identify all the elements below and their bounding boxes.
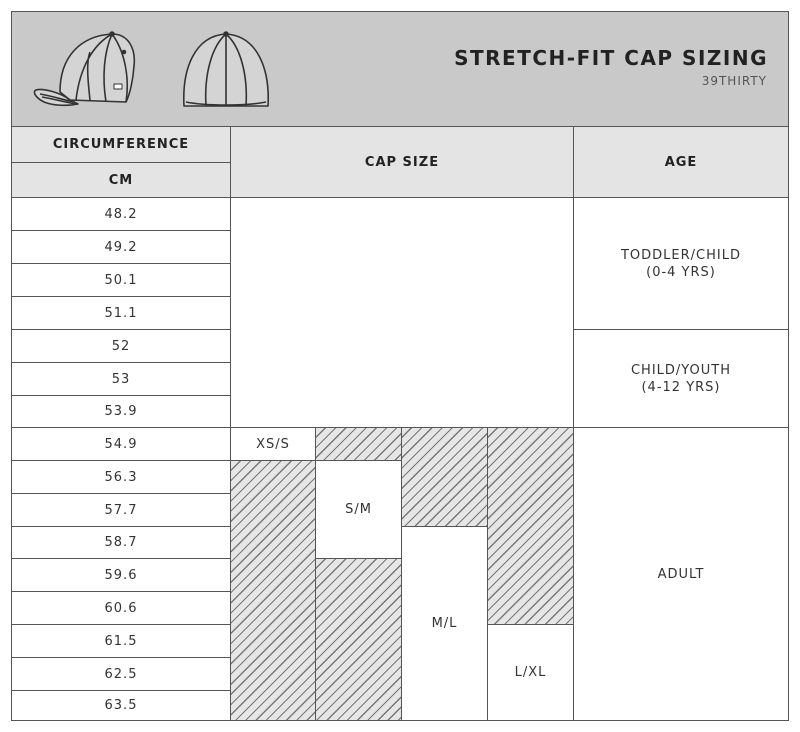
circumference-cell: 53	[12, 363, 231, 396]
circumference-cell: 48.2	[12, 198, 231, 231]
hatched-area	[316, 428, 402, 461]
circumference-cell: 53.9	[12, 396, 231, 428]
cap-side-view-icon	[30, 22, 140, 116]
age-label: CHILD/YOUTH (4-12 YRS)	[630, 362, 731, 395]
circumference-cell: 59.6	[12, 559, 231, 592]
chart-header	[12, 12, 788, 127]
circumference-cell: 62.5	[12, 658, 231, 691]
chart-subtitle: 39THIRTY	[701, 74, 767, 88]
cap-back-view-icon	[176, 22, 276, 116]
header-cap-size: CAP SIZE	[231, 127, 574, 198]
age-label: TODDLER/CHILD (0-4 YRS)	[620, 247, 741, 280]
sizing-chart	[11, 11, 789, 721]
circumference-cell: 63.5	[12, 691, 231, 720]
hatched-area	[316, 559, 402, 720]
header-age: AGE	[574, 127, 788, 198]
hatched-area	[488, 428, 574, 625]
circumference-cell: 58.7	[12, 527, 231, 559]
circumference-cell: 56.3	[12, 461, 231, 494]
cap-size-l-xl: L/XL	[488, 625, 574, 720]
circumference-cell: 49.2	[12, 231, 231, 264]
header-circumference: CIRCUMFERENCE	[12, 127, 231, 163]
circumference-cell: 57.7	[12, 494, 231, 527]
circumference-cell: 61.5	[12, 625, 231, 658]
circumference-cell: 60.6	[12, 592, 231, 625]
age-child-youth	[574, 330, 788, 428]
age-toddler-child	[574, 198, 788, 330]
hatched-area	[231, 461, 316, 720]
header-unit-cm: CM	[12, 163, 231, 198]
age-adult: ADULT	[574, 428, 788, 720]
circumference-cell: 54.9	[12, 428, 231, 461]
circumference-cell: 51.1	[12, 297, 231, 330]
circumference-cell: 52	[12, 330, 231, 363]
cap-size-xs-s: XS/S	[231, 428, 316, 461]
cap-size-empty-area	[231, 198, 574, 428]
cap-size-s-m: S/M	[316, 461, 402, 559]
cap-size-m-l: M/L	[402, 527, 488, 720]
circumference-cell: 50.1	[12, 264, 231, 297]
hatched-area	[402, 428, 488, 527]
chart-title: STRETCH-FIT CAP SIZING	[454, 46, 768, 70]
